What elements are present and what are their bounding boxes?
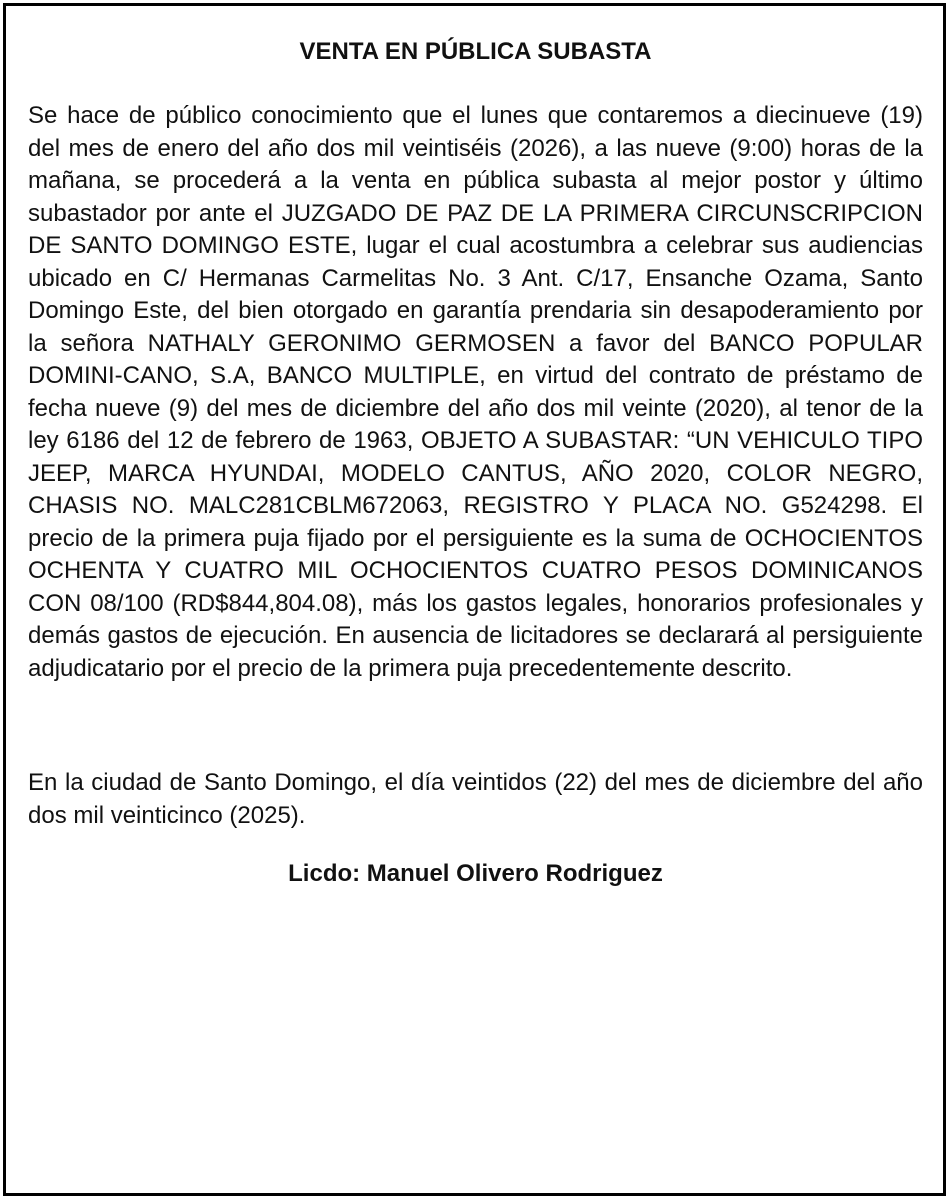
notice-border bbox=[3, 3, 946, 1196]
notice-closing: En la ciudad de Santo Domingo, el día veintidos (22) del mes de diciembre del año dos mil veinticinco (2025). bbox=[28, 769, 923, 829]
notice-content bbox=[28, 36, 923, 890]
notice-title: VENTA EN PÚBLICA SUBASTA bbox=[299, 38, 652, 65]
notice-body: Se hace de público conocimiento que el lunes que contaremos a diecinueve (19) del mes de enero del año dos mil veintiséis (2026), a las nueve (9:00) horas de la mañana, se procederá a la venta en pública subasta al mejor postor y último subastador por ante el JUZGADO DE PAZ DE LA PRIMERA CIRCUNSCRIPCION DE SANTO DOMINGO ESTE, lugar el cual acostumbra a celebrar sus audiencias ubicado en C/ Hermanas Carmelitas No. 3 Ant. C/17, Ensanche Ozama, Santo Domingo Este, del bien otorgado en garantía prendaria sin desapoderamiento por la señora NATHALY GERONIMO GERMOSEN a favor del BANCO POPULAR DOMINI-CANO, S.A, BANCO MULTIPLE, en virtud del contrato de préstamo de fecha nueve (9) del mes de diciembre del año dos mil veinte (2020), al tenor de la ley 6186 del 12 de febrero de 1963, OBJETO A SUBASTAR: “UN VEHICULO TIPO JEEP, MARCA HYUNDAI, MODELO CANTUS, AÑO 2020, COLOR NEGRO, CHASIS NO. MALC281CBLM672063, REGISTRO Y PLACA NO. G524298. El precio de la primera puja fijado por el persiguiente es la suma de OCHOCIENTOS OCHENTA Y CUATRO MIL OCHOCIENTOS CUATRO PESOS DOMINICANOS CON 08/100 (RD$844,804.08), más los gastos legales, honorarios profesionales y demás gastos de ejecución. En ausencia de licitadores se declarará al persiguiente adjudicatario por el precio de la primera puja precedentemente descrito. bbox=[28, 102, 923, 682]
notice-signature: Licdo: Manuel Olivero Rodriguez bbox=[288, 860, 663, 887]
